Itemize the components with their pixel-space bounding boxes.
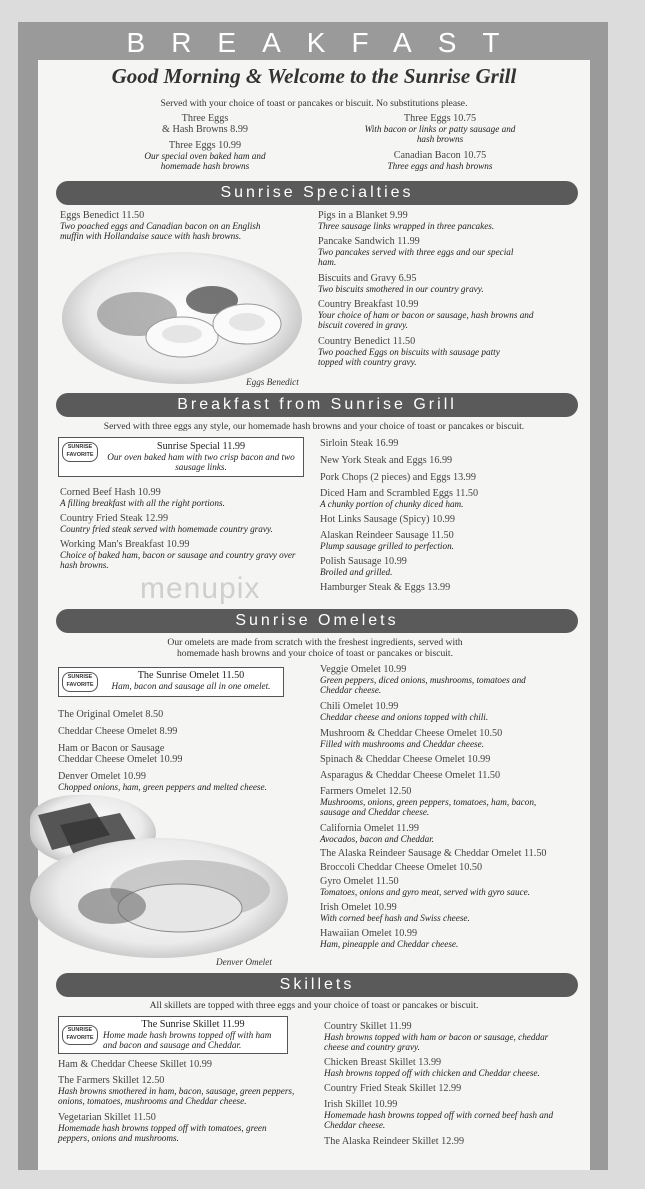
photo-caption: Eggs Benedict xyxy=(246,377,299,387)
menu-item: Spinach & Cheddar Cheese Omelet 10.99 xyxy=(320,754,491,765)
favorite-desc: Our oven baked ham with two crisp bacon and two sausage links. xyxy=(107,452,295,472)
menu-item: Gyro Omelet 11.50 Tomatoes, onions and gyro meat, served with gyro sauce. xyxy=(320,876,531,897)
menu-item: Biscuits and Gravy 6.95 Two biscuits smothered in our country gravy. xyxy=(318,273,484,294)
grill-intro: Served with three eggs any style, our homemade hash browns and your choice of toast or pancakes or biscuit. xyxy=(103,421,525,432)
menu-item: Broccoli Cheddar Cheese Omelet 10.50 xyxy=(320,862,483,873)
menu-item: Vegetarian Skillet 11.50 Homemade hash browns topped off with tomatoes, green peppers, onions and mushrooms. xyxy=(58,1112,267,1143)
menu-item: Asparagus & Cheddar Cheese Omelet 11.50 xyxy=(320,770,501,781)
menu-item: Irish Skillet 10.99 Homemade hash browns topped off with corned beef hash and Cheddar cheese. xyxy=(324,1099,554,1130)
favorite-name: The Sunrise Omelet 11.50 xyxy=(137,670,245,681)
menu-item: Cheddar Cheese Omelet 8.99 xyxy=(58,726,178,737)
menu-item: Alaskan Reindeer Sausage 11.50 Plump sausage grilled to perfection. xyxy=(320,530,454,551)
menu-item: Mushroom & Cheddar Cheese Omelet 10.50 Filled with mushrooms and Cheddar cheese. xyxy=(320,728,503,749)
sunrise-favorite-badge: SUNRISE FAVORITE xyxy=(62,1025,98,1045)
menu-item: The Farmers Skillet 12.50 Hash browns smothered in ham, bacon, sausage, green peppers, onions, tomatoes, mushrooms and Cheddar cheese. xyxy=(58,1075,295,1106)
menu-item: Denver Omelet 10.99 Chopped onions, ham, green peppers and melted cheese. xyxy=(58,771,267,792)
menu-item: Pancake Sandwich 11.99 Two pancakes served with three eggs and our special ham. xyxy=(318,236,514,267)
menu-item: Country Skillet 11.99 Hash browns topped with ham or bacon or sausage, cheddar cheese and country gravy. xyxy=(324,1021,549,1052)
top-item: Three Eggs 10.75 With bacon or links or patty sausage and hash browns xyxy=(364,113,516,144)
intro-text: Served with your choice of toast or pancakes or biscuit. No substitutions please. xyxy=(160,98,468,109)
menu-item: The Alaska Reindeer Skillet 12.99 xyxy=(324,1136,465,1147)
top-item: Canadian Bacon 10.75 Three eggs and hash browns xyxy=(387,150,493,171)
sunrise-favorite-badge: SUNRISE FAVORITE xyxy=(62,442,98,462)
menu-item: Polish Sausage 10.99 Broiled and grilled. xyxy=(320,556,407,577)
page-title: BREAKFAST xyxy=(126,27,526,58)
top-item: Three Eggs & Hash Browns 8.99 xyxy=(161,113,249,135)
menu-item: Ham or Bacon or Sausage Cheddar Cheese Omelet 10.99 xyxy=(58,743,183,765)
menu-item: The Alaska Reindeer Sausage & Cheddar Omelet 11.50 xyxy=(320,848,547,859)
menu-item: Chicken Breast Skillet 13.99 Hash browns topped off with chicken and Cheddar cheese. xyxy=(324,1057,540,1078)
eggs-benedict-photo xyxy=(62,252,302,384)
favorite-desc: Home made hash browns topped off with ham and bacon and sausage and Cheddar. xyxy=(103,1030,272,1050)
favorite-desc: Ham, bacon and sausage all in one omelet. xyxy=(111,681,271,691)
menu-item: The Original Omelet 8.50 xyxy=(58,709,164,720)
section-banner-omelets: Sunrise Omelets xyxy=(56,609,578,633)
menu-item: Country Fried Steak Skillet 12.99 xyxy=(324,1083,462,1094)
menu-item: Pork Chops (2 pieces) and Eggs 13.99 xyxy=(320,472,476,483)
menu-item: Farmers Omelet 12.50 Mushrooms, onions, green peppers, tomatoes, ham, bacon, sausage and Cheddar cheese. xyxy=(320,786,537,817)
menu-item: New York Steak and Eggs 16.99 xyxy=(320,455,453,466)
menu-item: Working Man's Breakfast 10.99 Choice of baked ham, bacon or sausage and country gravy over hash browns. xyxy=(60,539,296,570)
photo-caption: Denver Omelet xyxy=(216,957,272,967)
denver-omelet-photo xyxy=(30,838,288,958)
menu-item: Pigs in a Blanket 9.99 Three sausage links wrapped in three pancakes. xyxy=(318,210,495,231)
skillets-intro: All skillets are topped with three eggs and your choice of toast or pancakes or biscuit. xyxy=(149,1000,479,1011)
favorite-box xyxy=(58,667,284,697)
section-banner-grill: Breakfast from Sunrise Grill xyxy=(56,393,578,417)
top-item: Three Eggs 10.99 Our special oven baked ham and homemade hash browns xyxy=(144,140,266,171)
menu-item: Sirloin Steak 16.99 xyxy=(320,438,399,449)
plate-illustration xyxy=(62,252,302,384)
welcome-heading: Good Morning & Welcome to the Sunrise Grill xyxy=(111,64,517,88)
watermark: menupix xyxy=(140,572,261,605)
menu-item: Corned Beef Hash 10.99 A filling breakfast with all the right portions. xyxy=(60,487,225,508)
menu-item: Ham & Cheddar Cheese Skillet 10.99 xyxy=(58,1059,212,1070)
favorite-box xyxy=(58,437,304,477)
favorite-box xyxy=(58,1016,288,1054)
menu-item: California Omelet 11.99 Avocados, bacon and Cheddar. xyxy=(320,823,435,844)
menu-item: Hot Links Sausage (Spicy) 10.99 xyxy=(320,514,455,525)
menu-item: Chili Omelet 10.99 Cheddar cheese and onions topped with chili. xyxy=(320,701,489,722)
section-banner-skillets: Skillets xyxy=(56,973,578,997)
sunrise-favorite-badge: SUNRISE FAVORITE xyxy=(62,672,98,692)
favorite-name: The Sunrise Skillet 11.99 xyxy=(141,1019,245,1030)
menu-item: Veggie Omelet 10.99 Green peppers, diced onions, mushrooms, tomatoes and Cheddar cheese. xyxy=(320,664,526,695)
omelets-intro: Our omelets are made from scratch with the freshest ingredients, served with homemade hash browns and your choice of toast or pancakes or biscuit. xyxy=(167,637,463,659)
menu-item: Country Benedict 11.50 Two poached Eggs on biscuits with sausage patty topped with country gravy. xyxy=(318,336,500,367)
menu-item: Diced Ham and Scrambled Eggs 11.50 A chunky portion of chunky diced ham. xyxy=(320,488,479,509)
menu-item: Country Fried Steak 12.99 Country fried steak served with homemade country gravy. xyxy=(60,513,273,534)
omelet-illustration xyxy=(30,838,288,958)
menu-item: Irish Omelet 10.99 With corned beef hash and Swiss cheese. xyxy=(320,902,470,923)
menu-item: Hawaiian Omelet 10.99 Ham, pineapple and Cheddar cheese. xyxy=(320,928,459,949)
favorite-name: Sunrise Special 11.99 xyxy=(156,441,246,452)
menu-item: Eggs Benedict 11.50 Two poached eggs and Canadian bacon on an English muffin with Hollandaise sauce with hash browns. xyxy=(60,210,261,241)
menu-item: Hamburger Steak & Eggs 13.99 xyxy=(320,582,451,593)
section-banner-specialties: Sunrise Specialties xyxy=(56,181,578,205)
menu-item: Country Breakfast 10.99 Your choice of ham or bacon or sausage, hash browns and biscuit covered in gravy. xyxy=(318,299,534,330)
